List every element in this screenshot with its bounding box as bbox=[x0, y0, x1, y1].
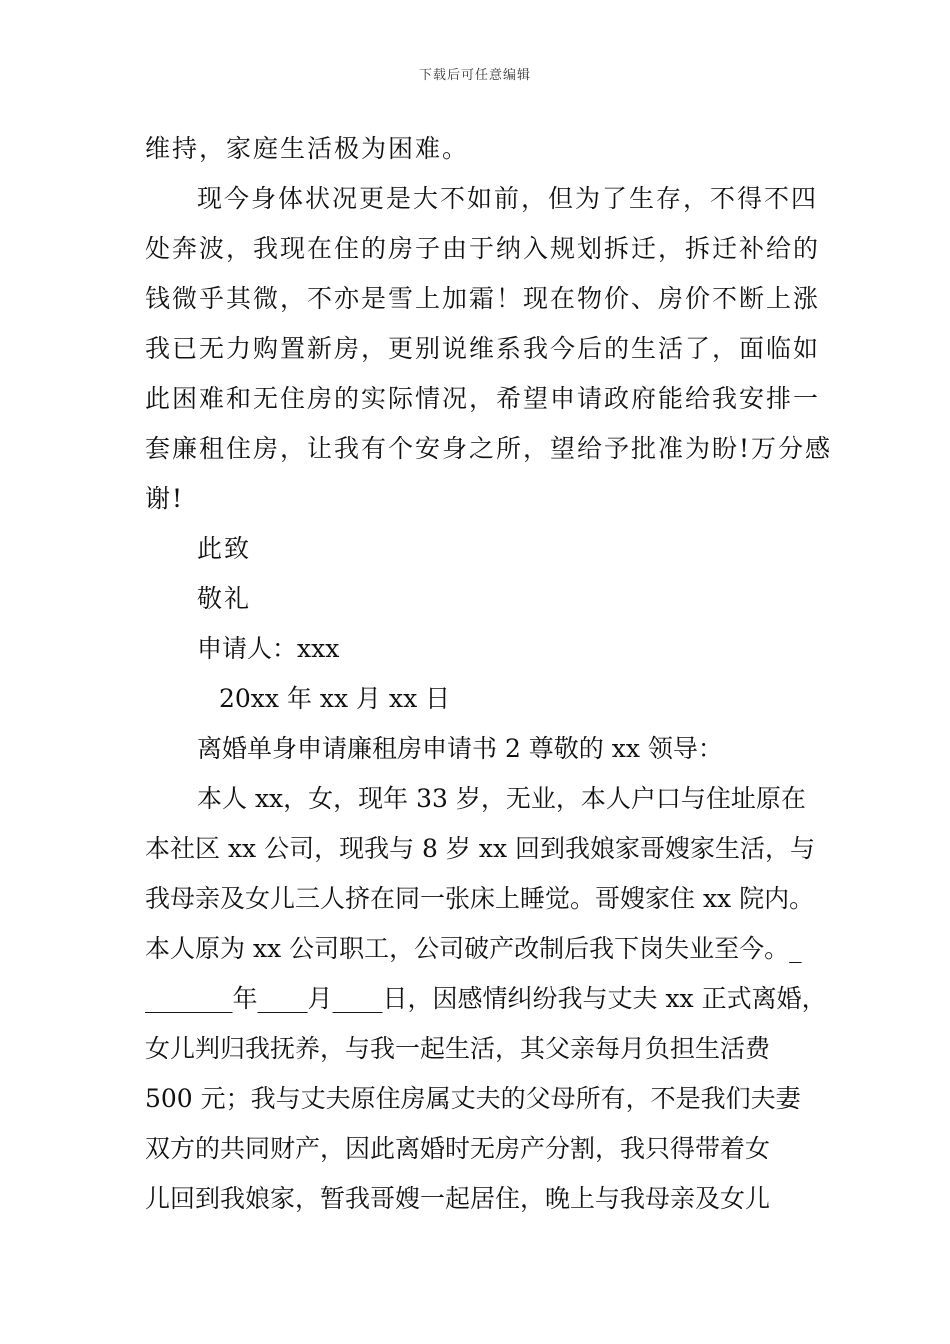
text-line: 处奔波，我现在住的房子由于纳入规划拆迁，拆迁补给的 bbox=[145, 234, 821, 263]
text-line: 我母亲及女儿三人挤在同一张床上睡觉。哥嫂家住 xx 院内。 bbox=[145, 884, 815, 913]
text-line: 钱微乎其微，不亦是雪上加霜！现在物价、房价不断上涨 bbox=[145, 284, 821, 313]
text-line: 此困难和无住房的实际情况，希望申请政府能给我安排一 bbox=[145, 384, 821, 413]
text-line: 双方的共同财产，因此离婚时无房产分割，我只得带着女 bbox=[145, 1134, 771, 1163]
section-title: 离婚单身申请廉租房申请书 2 尊敬的 xx 领导： bbox=[197, 734, 723, 763]
date-line: 20xx 年 xx 月 xx 日 bbox=[219, 684, 451, 713]
applicant-line: 申请人：xxx bbox=[197, 634, 340, 663]
text-line: 本人 xx，女，现年 33 岁，无业，本人户口与住址原在 bbox=[197, 784, 806, 813]
text-line: 本人原为 xx 公司职工，公司破产改制后我下岗失业至今。_ bbox=[145, 934, 802, 963]
text-line: 儿回到我娘家，暂我哥嫂一起居住，晚上与我母亲及女儿 bbox=[145, 1184, 771, 1213]
closing: 敬礼 bbox=[197, 584, 252, 613]
text-line: 谢! bbox=[145, 484, 185, 513]
text-line: 维持，家庭生活极为困难。 bbox=[145, 134, 470, 163]
text-line: 本社区 xx 公司，现我与 8 岁 xx 回到我娘家哥嫂家生活，与 bbox=[145, 834, 815, 863]
page-header: 下载后可任意编辑 bbox=[418, 68, 531, 83]
text-line: 现今身体状况更是大不如前，但为了生存，不得不四 bbox=[197, 184, 819, 213]
text-line: 500 元；我与丈夫原住房属丈夫的父母所有，不是我们夫妻 bbox=[145, 1084, 801, 1113]
text-line: 套廉租住房，让我有个安身之所，望给予批准为盼!万分感 bbox=[145, 434, 833, 463]
text-line: 我已无力购置新房，更别说维系我今后的生活了，面临如 bbox=[145, 334, 821, 363]
text-line: 女儿判归我抚养，与我一起生活，其父亲每月负担生活费 bbox=[145, 1034, 771, 1063]
document-body bbox=[145, 124, 833, 1224]
salutation: 此致 bbox=[197, 534, 252, 563]
text-line: _______年____月____日，因感情纠纷我与丈夫 xx 正式离婚， bbox=[145, 984, 827, 1013]
